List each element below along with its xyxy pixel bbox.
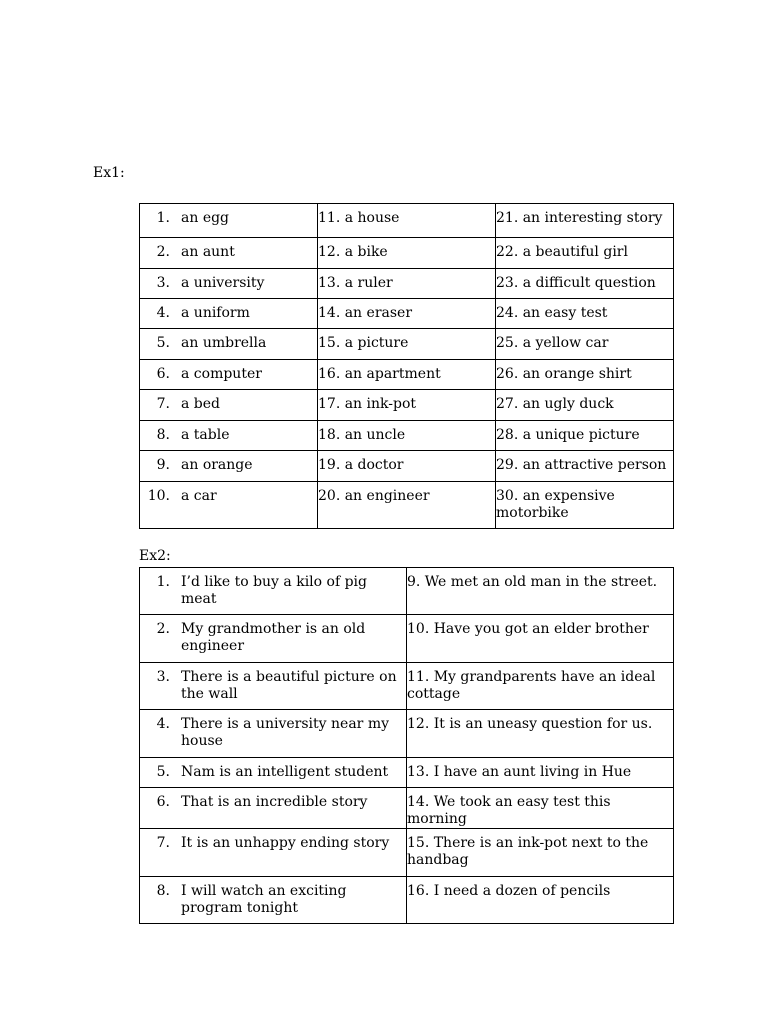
table-cell <box>140 421 318 451</box>
table-cell: 29. an attractive person <box>496 451 674 482</box>
ex2-label: Ex2: <box>139 548 171 564</box>
table-cell: 13. I have an aunt living in Hue <box>407 758 674 788</box>
item-number: 6. <box>156 366 170 382</box>
table-row <box>140 829 674 877</box>
item-number: 8. <box>156 427 170 443</box>
table-row <box>140 758 674 788</box>
table-cell <box>140 877 407 924</box>
item-text: a table <box>181 427 230 443</box>
table-row <box>140 421 674 451</box>
item-number: 8. <box>156 883 170 899</box>
table-row <box>140 299 674 329</box>
table-cell: 10. Have you got an elder brother <box>407 615 674 663</box>
table-cell <box>140 829 407 877</box>
table-row <box>140 663 674 710</box>
table-row <box>140 204 674 238</box>
item-text: I’d like to buy a kilo of pig meat <box>181 574 367 607</box>
table-cell: 22. a beautiful girl <box>496 238 674 269</box>
item-number: 6. <box>156 794 170 810</box>
table-cell: 12. a bike <box>318 238 496 269</box>
table-cell: 23. a difficult question <box>496 269 674 299</box>
table-row <box>140 451 674 482</box>
table-cell <box>140 710 407 758</box>
table-row <box>140 710 674 758</box>
table-cell: 21. an interesting story <box>496 204 674 238</box>
table-cell: 18. an uncle <box>318 421 496 451</box>
table-cell <box>140 238 318 269</box>
ex1-table <box>139 203 674 529</box>
table-cell: 28. a unique picture <box>496 421 674 451</box>
table-row <box>140 360 674 390</box>
table-cell: 11. My grandparents have an ideal cottage <box>407 663 674 710</box>
item-text: I will watch an exciting program tonight <box>181 883 347 916</box>
item-number: 9. <box>156 457 170 473</box>
table-cell <box>140 299 318 329</box>
table-row <box>140 788 674 829</box>
table-cell: 13. a ruler <box>318 269 496 299</box>
table-row <box>140 568 674 615</box>
table-cell: 25. a yellow car <box>496 329 674 360</box>
table-cell <box>140 360 318 390</box>
item-number: 5. <box>156 764 170 780</box>
table-row <box>140 269 674 299</box>
table-cell <box>140 788 407 829</box>
ex2-table <box>139 567 674 924</box>
table-cell: 9. We met an old man in the street. <box>407 568 674 615</box>
table-cell: 30. an expensive motorbike <box>496 482 674 529</box>
item-text: It is an unhappy ending story <box>181 835 390 851</box>
table-cell: 17. an ink-pot <box>318 390 496 421</box>
item-number: 2. <box>156 244 170 260</box>
item-text: That is an incredible story <box>181 794 368 810</box>
item-text: There is a university near my house <box>181 716 389 749</box>
table-cell <box>140 482 318 529</box>
item-number: 4. <box>156 716 170 732</box>
table-cell: 15. a picture <box>318 329 496 360</box>
item-number: 1. <box>156 574 170 590</box>
table-row <box>140 390 674 421</box>
item-text: an orange <box>181 457 253 473</box>
table-row <box>140 238 674 269</box>
ex1-label: Ex1: <box>93 165 125 181</box>
item-text: an umbrella <box>181 335 267 351</box>
item-text: a computer <box>181 366 262 382</box>
table-cell: 14. We took an easy test this morning <box>407 788 674 829</box>
table-cell <box>140 663 407 710</box>
item-number: 3. <box>156 669 170 685</box>
table-row <box>140 877 674 924</box>
table-cell: 19. a doctor <box>318 451 496 482</box>
table-cell <box>140 758 407 788</box>
table-cell: 24. an easy test <box>496 299 674 329</box>
item-text: a university <box>181 275 265 291</box>
item-number: 7. <box>156 835 170 851</box>
table-cell: 16. I need a dozen of pencils <box>407 877 674 924</box>
item-number: 2. <box>156 621 170 637</box>
table-cell <box>140 204 318 238</box>
table-cell: 15. There is an ink-pot next to the handbag <box>407 829 674 877</box>
table-cell <box>140 329 318 360</box>
item-number: 5. <box>156 335 170 351</box>
item-text: an aunt <box>181 244 235 260</box>
table-cell: 11. a house <box>318 204 496 238</box>
item-text: a bed <box>181 396 221 412</box>
item-text: Nam is an intelligent student <box>181 764 389 780</box>
table-cell: 14. an eraser <box>318 299 496 329</box>
table-cell <box>140 615 407 663</box>
table-cell <box>140 269 318 299</box>
item-number: 1. <box>156 210 170 226</box>
item-number: 4. <box>156 305 170 321</box>
table-cell: 16. an apartment <box>318 360 496 390</box>
item-text: a uniform <box>181 305 250 321</box>
table-row <box>140 482 674 529</box>
table-cell <box>140 568 407 615</box>
table-cell <box>140 451 318 482</box>
table-cell: 27. an ugly duck <box>496 390 674 421</box>
table-cell: 26. an orange shirt <box>496 360 674 390</box>
item-text: an egg <box>181 210 230 226</box>
item-number: 3. <box>156 275 170 291</box>
table-row <box>140 329 674 360</box>
item-number: 7. <box>156 396 170 412</box>
table-cell: 20. an engineer <box>318 482 496 529</box>
item-text: My grandmother is an old engineer <box>181 621 366 654</box>
item-text: There is a beautiful picture on the wall <box>181 669 397 702</box>
table-cell <box>140 390 318 421</box>
item-number: 10. <box>147 488 170 504</box>
item-text: a car <box>181 488 217 504</box>
table-cell: 12. It is an uneasy question for us. <box>407 710 674 758</box>
table-row <box>140 615 674 663</box>
